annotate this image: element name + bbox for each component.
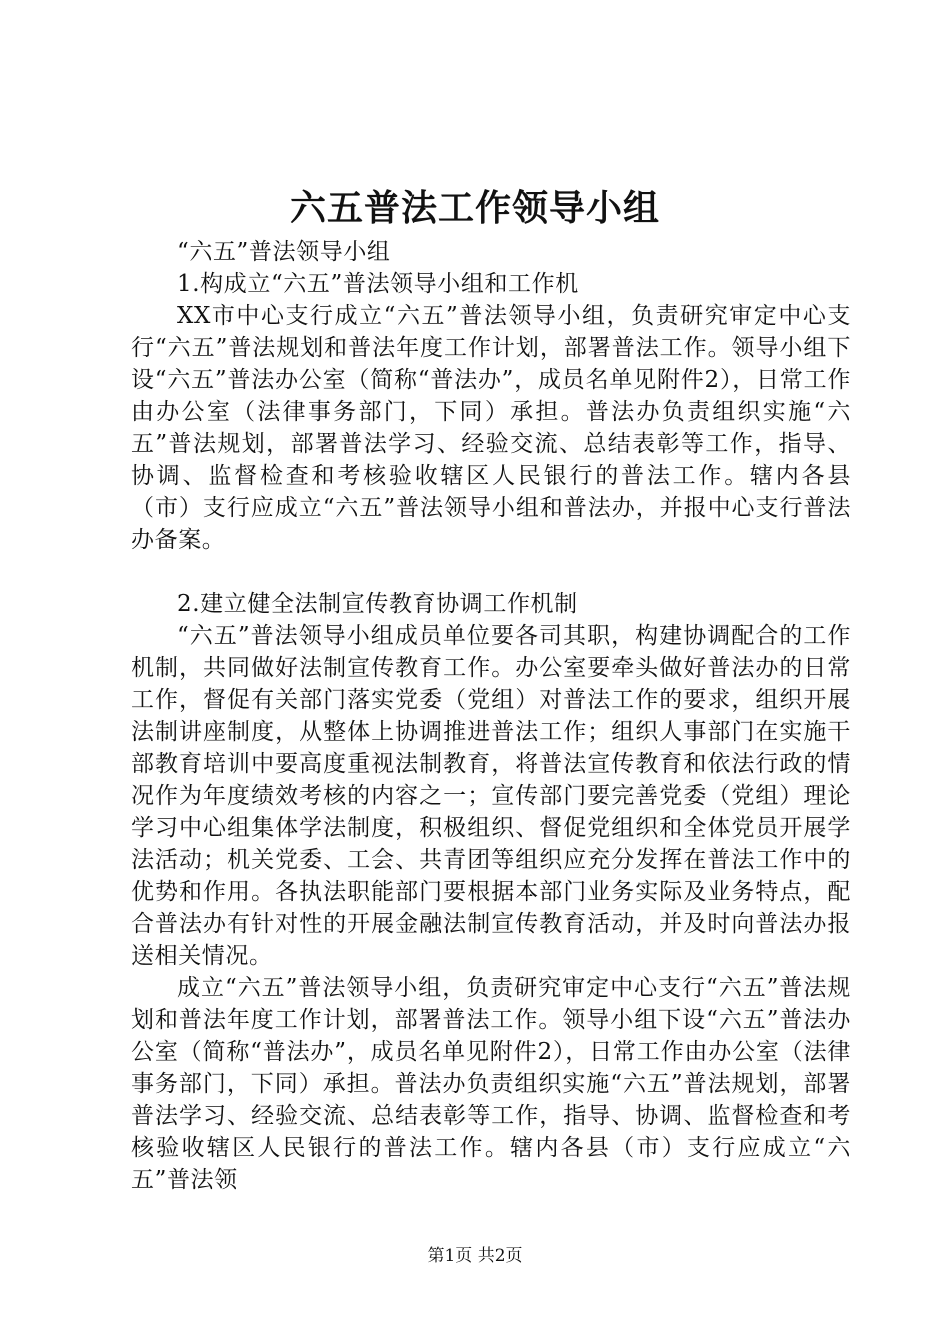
paragraph: 成立“六五”普法领导小组，负责研究审定中心支行“六五”普法规划和普法年度工作计划，部署普法工作。领导小组下设“六五”普法办公室（简称“普法办”，成员名单见附件2），日常工作由办公室（法律事务部门，下同）承担。普法办负责组织实施“六五”普法规划，部署普法学习、经验交流、总结表彰等工作，指导、协调、监督检查和考核验收辖区人民银行的普法工作。辖内各县（市）支行应成立“六五”普法领 (131, 975, 851, 1193)
paragraph: XX市中心支行成立“六五”普法领导小组，负责研究审定中心支行“六五”普法规划和普法年度工作计划，部署普法工作。领导小组下设“六五”普法办公室（简称“普法办”，成员名单见附件2），日常工作由办公室（法律事务部门，下同）承担。普法办负责组织实施“六五”普法规划，部署普法学习、经验交流、总结表彰等工作，指导、协调、监督检查和考核验收辖区人民银行的普法工作。辖内各县（市）支行应成立“六五”普法领导小组和普法办，并报中心支行普法办备案。 (131, 303, 851, 553)
section-heading-2: 2.建立健全法制宣传教育协调工作机制 (177, 591, 578, 617)
page-title: 六五普法工作领导小组 (289, 187, 660, 229)
document-body (131, 236, 851, 1196)
paragraph: “六五”普法领导小组成员单位要各司其职，构建协调配合的工作机制，共同做好法制宣传教育工作。办公室要牵头做好普法办的日常工作，督促有关部门落实党委（党组）对普法工作的要求，组织开展法制讲座制度，从整体上协调推进普法工作；组织人事部门在实施干部教育培训中要高度重视法制教育，将普法宣传教育和依法行政的情况作为年度绩效考核的内容之一；宣传部门要完善党委（党组）理论学习中心组集体学法制度，积极组织、督促党组织和全体党员开展学法活动；机关党委、工会、共青团等组织应充分发挥在普法工作中的优势和作用。各执法职能部门要根据本部门业务实际及业务特点，配合普法办有针对性的开展金融法制宣传教育活动，并及时向普法办报送相关情况。 (131, 623, 851, 969)
page-footer: 第1页 共2页 (427, 1246, 523, 1266)
paragraph-heading: “六五”普法领导小组 (177, 239, 391, 265)
section-heading-1: 1.构成立“六五”普法领导小组和工作机 (177, 271, 579, 297)
